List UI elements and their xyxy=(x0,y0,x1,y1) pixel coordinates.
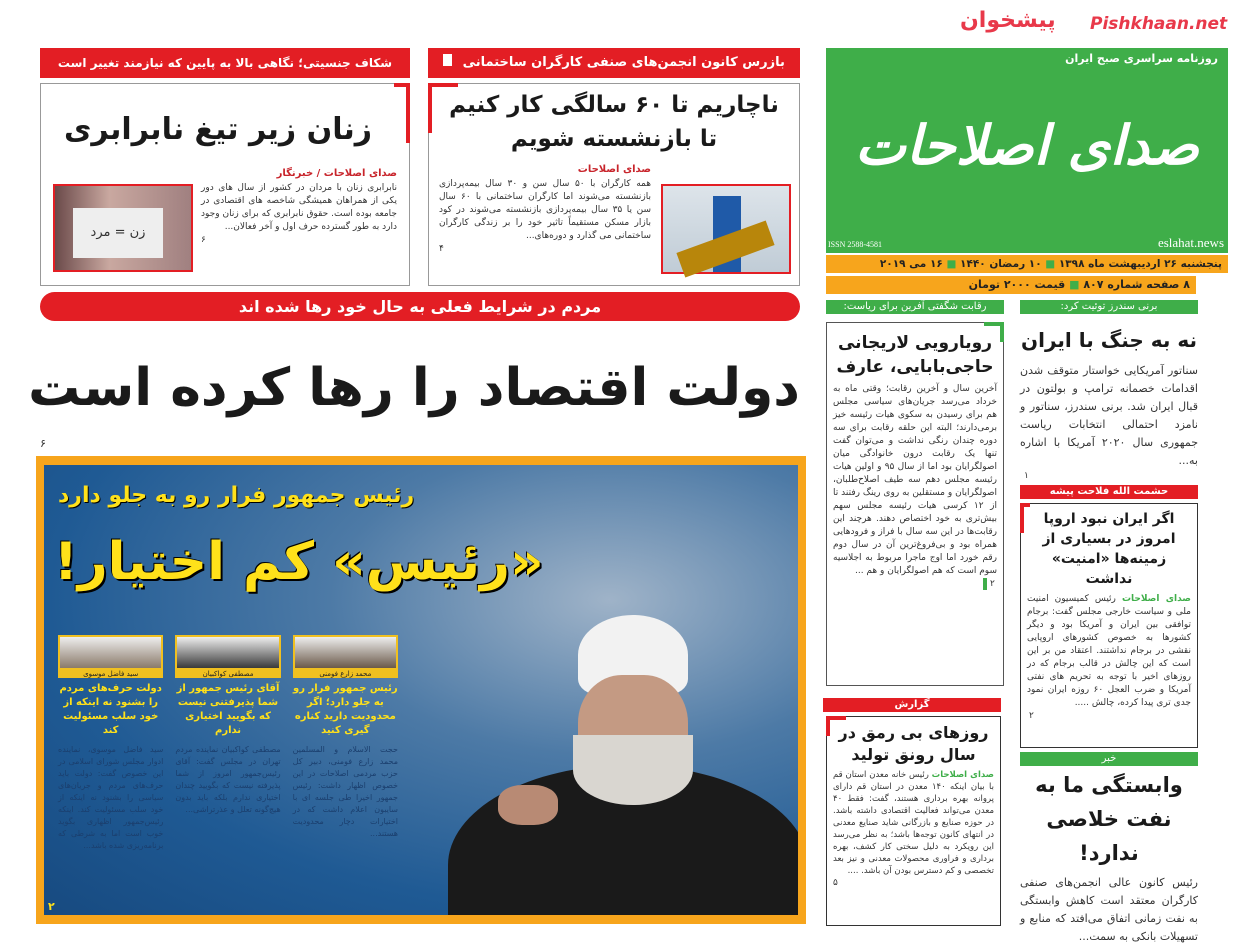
story-body: رئیس خانه معدن استان قم با بیان اینکه ۱۴۰ معدن در استان قم دارای پروانه بهره برداری هستند، گفت: فقط ۴۰ معدن می‌تواند فعالیت اقتصادی داشته باشد. در حوزه صنایع و بازرگانی شاید صنایع معدنی در انتهای کانون توجه‌ها باشد؛ به نظر می‌رسد این رویکرد به دلیل سختی کار کشف، بهره برداری و فراوری محصولات معدنی و نیز بعد تخصصی و کم دسترس بودن آن باشد. .... xyxy=(833,770,994,876)
page-ref: ۵ xyxy=(833,878,838,888)
feature-panel xyxy=(44,465,798,915)
story-text xyxy=(1027,593,1191,710)
story-box-parliament xyxy=(826,322,1004,686)
person-column xyxy=(293,635,398,852)
page-ref: ۶ xyxy=(40,437,46,450)
headline[interactable]: وابستگی ما به نفت خلاصی ندارد! xyxy=(1035,773,1183,865)
story-body: نابرابری زنان با مردان در کشور از سال های دور یکی از همراهان همیشگی شاخصه های اقتصادی در جامعه بوده است. حقوق نابرابری که برای زنان وجود دارد به طور گسترده حرف اول و آخر فعالان... xyxy=(201,183,397,232)
story-source: صدای اصلاحات xyxy=(577,164,651,175)
page-ref: ۲ xyxy=(1029,711,1034,721)
story-body: سناتور آمریکایی خواستار متوقف شدن اقدامات خصمانه ترامپ و بولتون در قبال ایران شد. برنی سندرز، سناتور و نامزد احتمالی انتخابات ریاست جمهوری سال ۲۰۲۰ آمریکا با اشاره به... xyxy=(1020,364,1199,467)
headline[interactable]: اگر ایران نبود اروپا امروز در بسیاری از زمینه‌ها «امنیت» نداشت xyxy=(1042,511,1176,587)
story-body: رئیس کمیسیون امنیت ملی و سیاست خارجی مجلس گفت: برجام توافقی بین ایران و آمریکا بود و دیگر کشورها به خصوص کشورهای اروپایی نقشی در برجام نداشتند. اعتقاد من بر این است که این چالش در قالب برجام که در روزهای اخیر با توجه به تحریم های نفتی آمریکا و ضرب العجل ۶۰ روزه ایران نمود جدی تری پیدا کرده، چالش ..... xyxy=(1027,594,1191,708)
story-text xyxy=(833,769,994,877)
person-column xyxy=(58,635,163,852)
story-body: رئیس کانون عالی انجمن‌های صنفی کارگران معتقد است کاهش وابستگی به نفت زمانی اتفاق می‌افتد که منابع و تسهیلات بانکی به سمت... xyxy=(1020,876,1198,943)
kicker-text: بازرس کانون انجمن‌های صنفی کارگران ساختمانی xyxy=(462,55,785,70)
info-bar: ۸ صفحه شماره ۸۰۷ ■ قیمت ۲۰۰۰ تومان xyxy=(826,276,1196,294)
person-body: سید فاضل موسوی، نماینده ادوار مجلس شورای اسلامی در این خصوص گفت: دولت باید حرف‌های مردم و جریان‌های سیاسی را بشنود نه اینکه از خود سلب مسئولیت کند. اینکه رئیس‌جمهور اظهاری بگوید خوب است اما به شرطی که برنامه‌ریزی شده باشد... xyxy=(58,745,164,850)
date-bar: پنجشنبه ۲۶ اردیبهشت ماه ۱۳۹۸ ■ ۱۰ رمضان ۱۴۴۰ ■ ۱۶ می ۲۰۱۹ xyxy=(826,255,1228,273)
masthead-tagline: روزنامه سراسری صبح ایران xyxy=(1065,52,1218,65)
headline[interactable]: رویارویی لاریجانی حاجی‌بابایی، عارف xyxy=(836,333,994,377)
headline[interactable]: نه به جنگ با ایران xyxy=(1021,328,1197,352)
person-name: مصطفی کواکبیان xyxy=(175,670,280,678)
masthead xyxy=(826,48,1228,253)
person-name: محمد زارع فومنی xyxy=(293,670,398,678)
section-label: حشمت الله فلاحت پیشه xyxy=(1020,485,1198,499)
watermark-fa: پیشخوان xyxy=(960,8,1056,33)
story-source: صدای اصلاحات xyxy=(1121,594,1191,604)
person-title[interactable]: دولت حرف‌های مردم را بشنود نه اینکه از خود سلب مسئولیت کند xyxy=(59,683,162,736)
kicker-bar: شکاف جنسیتی؛ نگاهی بالا به پایین که نیازمند تغییر است xyxy=(40,48,410,78)
story-box-workers xyxy=(428,83,800,286)
president-photo[interactable] xyxy=(398,615,798,915)
person-photo xyxy=(58,635,163,670)
person-column xyxy=(175,635,280,852)
corner-accent xyxy=(984,322,1004,342)
headline[interactable]: زنان زیر تیغ نابرابری xyxy=(63,112,373,147)
story-oil xyxy=(1020,768,1198,946)
story-box-women xyxy=(40,83,410,286)
kicker-bar xyxy=(428,48,800,78)
section-label: برنی سندرز توئیت کرد: xyxy=(1020,300,1198,314)
people-row xyxy=(58,635,398,852)
corner-accent xyxy=(1020,503,1030,533)
story-body: آخرین سال و آخرین رقابت؛ وقتی ماه به خرداد می‌رسد جریان‌های سیاسی مجلس هم برای رسیدن به سکوی هیات رئیسه خیز برمی‌دارند؛ البته این حلقه رقابت برای سه دوره چندان رنگی نداشت و می‌توان گفت تنها یک رقابت درون خانوادگی میان اصولگرایان بود اما از سال ۹۵ و اولین هیات رئیسه مجلس دهم سه طیف اصلاح‌طلبان، اصولگرایان و مستقلین به روی رینگ رفتند تا از ۱۲ کرسی هیات رئیسه مجلس سهم بیش‌تری به خود اختصاص دهند. هرچند این رقابت‌ها در این سه سال با فراز و فرودهایی همراه بود و بی‌فروغ‌ترین آن در سال دوم رقم خورد اما اوج ماجرا مربوط به اجلاسیه سوم است که هم اصولگرایان و هم ... xyxy=(833,384,997,576)
story-body: همه کارگران با ۵۰ سال سن و ۳۰ سال بیمه‌پردازی بازنشسته می‌شوند اما کارگران ساختمانی با ۶۰ سال سن یا ۳۵ سال بیمه‌پردازی بازنشسته می‌شوند در کود بازار مسکن مستقیماً تاثیر خود را بر زندگی کارگران ساختمانی می گذارد و دوره‌های... xyxy=(439,179,651,241)
page-ref: ۲ xyxy=(983,578,997,590)
persian-date: پنجشنبه ۲۶ اردیبهشت ماه ۱۳۹۸ xyxy=(1058,258,1222,270)
feature-frame xyxy=(36,456,806,924)
person-photo xyxy=(293,635,398,670)
construction-photo[interactable] xyxy=(661,184,791,274)
person-title[interactable]: آقای رئیس جمهور از شما پذیرفتنی نیست که بگویید اختیاری ندارم xyxy=(176,683,280,736)
person-title[interactable]: رئیس جمهور فرار رو به جلو دارد؛ اگر محدودیت دارید کناره گیری کنید xyxy=(293,683,398,736)
feature-kicker: رئیس جمهور فرار رو به جلو دارد xyxy=(58,483,415,508)
page-ref: ۶ xyxy=(201,235,206,245)
gregorian-date: ۱۶ می ۲۰۱۹ xyxy=(879,258,943,270)
newspaper-logo: صدای اصلاحات xyxy=(854,113,1199,177)
person-body: مصطفی کواکبیان نماینده مردم تهران در مجلس گفت: آقای رئیس‌جمهور امروز از شما پذیرفته نیست که بگویید چندان اختیاری ندارم بلکه باید بدون هیچ‌گونه تعلل و عذرتراشی... xyxy=(175,745,281,814)
person-photo xyxy=(175,635,280,670)
main-headline[interactable]: دولت اقتصاد را رها کرده است xyxy=(28,358,800,418)
person-name: سید فاضل موسوی xyxy=(58,670,163,678)
corner-accent xyxy=(826,716,846,736)
person-body: حجت الاسلام و المسلمین محمد زارع فومنی، دبیر کل حزب مردمی اصلاحات در این خصوص اظهار داشت: رئیس جمهور اخیرا طی جلسه ای با سایبون اعلام داشت که در اختیارات دچار محدودیت هستند... xyxy=(292,745,398,838)
story-sanders xyxy=(1020,322,1198,482)
page-ref: ۴ xyxy=(439,244,444,254)
headline[interactable]: ناچاریم تا ۶۰ سالگی کار کنیم تا بازنشسته شویم xyxy=(449,92,779,152)
subhead-banner: مردم در شرایط فعلی به حال خود رها شده اند xyxy=(40,292,800,321)
feature-headline[interactable]: «رئیس» کم اختیار! xyxy=(54,532,544,592)
page-ref: ۱ xyxy=(1024,471,1029,481)
headline[interactable]: روزهای بی رمق در سال رونق تولید xyxy=(838,723,989,764)
issue-number: ۸ صفحه شماره ۸۰۷ xyxy=(1083,278,1190,291)
section-label: رقابت شگفتی آفرین برای ریاست: xyxy=(826,300,1004,314)
sign-text: زن = مرد xyxy=(73,208,163,258)
story-source: صدای اصلاحات / خبرنگار xyxy=(276,168,397,179)
section-label: خبر xyxy=(1020,752,1198,766)
story-box-mining xyxy=(826,716,1001,926)
watermark: Pishkhaan.net xyxy=(1090,14,1228,34)
story-box-europe xyxy=(1020,503,1198,748)
price: قیمت ۲۰۰۰ تومان xyxy=(968,278,1066,291)
corner-accent xyxy=(394,83,410,143)
website: eslahat.news xyxy=(1157,235,1224,250)
protest-photo[interactable] xyxy=(53,184,193,272)
story-source: صدای اصلاحات xyxy=(931,770,994,780)
hijri-date: ۱۰ رمضان ۱۴۴۰ xyxy=(960,258,1042,270)
section-label: گزارش xyxy=(823,698,1001,712)
issn: ISSN 2588-4581 xyxy=(828,240,883,249)
page-ref: ۲ xyxy=(48,900,55,913)
